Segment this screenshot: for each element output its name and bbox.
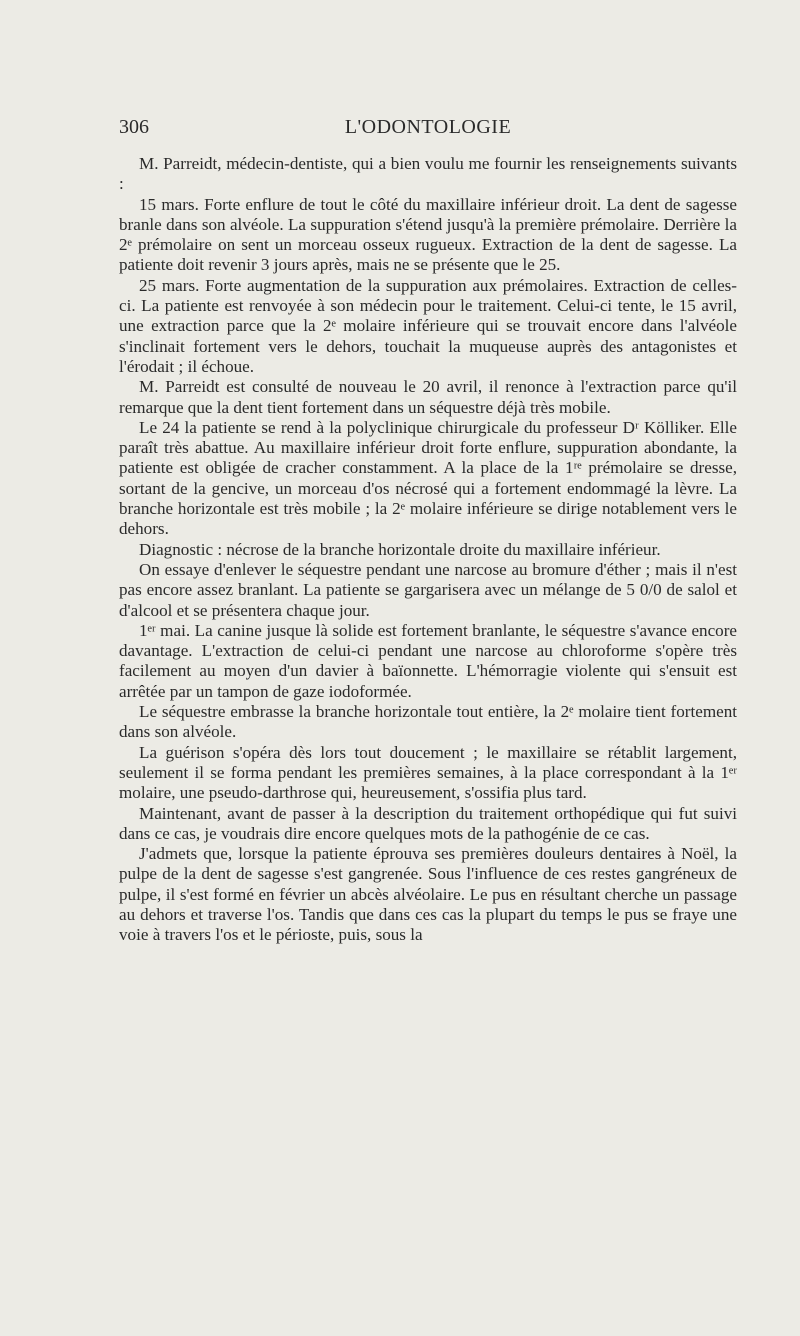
paragraph: Le séquestre embrasse la branche horizontale tout entière, la 2ᵉ molaire tient fortement dans son alvéole. bbox=[119, 702, 737, 742]
paragraph: J'admets que, lorsque la patiente éprouva ses premières douleurs dentaires à Noël, la pulpe de la dent de sagesse s'est gangrenée. Sous l'influence de ces restes gangréneux de pulpe, il s'est formé en février un abcès alvéolaire. Le pus en résultant cherche un passage au dehors et traverse l'os. Tandis que dans ces cas la plupart du temps le pus se fraye une voie à travers l'os et le périoste, puis, sous la bbox=[119, 844, 737, 945]
paragraph: 15 mars. Forte enflure de tout le côté du maxillaire inférieur droit. La dent de sagesse branle dans son alvéole. La suppuration s'étend jusqu'à la première prémolaire. Derrière la 2ᵉ prémolaire on sent un morceau osseux rugueux. Extraction de la dent de sagesse. La patiente doit revenir 3 jours après, mais ne se présente que le 25. bbox=[119, 194, 737, 275]
running-title: L'ODONTOLOGIE bbox=[344, 116, 512, 138]
paragraph: M. Parreidt est consulté de nouveau le 20 avril, il renonce à l'extraction parce qu'il remarque que la dent tient fortement dans un séquestre déjà très mobile. bbox=[119, 377, 737, 417]
paragraph: Diagnostic : nécrose de la branche horizontale droite du maxillaire inférieur. bbox=[139, 539, 661, 559]
paragraph: 1ᵉʳ mai. La canine jusque là solide est fortement branlante, le séquestre s'avance encore davantage. L'extraction de celui-ci pendant une narcose au chloroforme s'opère très facilement au moyen d'un davier à baïonnette. L'hémorragie violente qui s'ensuit est arrêtée par un tampon de gaze iodoformée. bbox=[119, 620, 737, 701]
paragraph: Maintenant, avant de passer à la description du traitement orthopédique qui fut suivi dans ce cas, je voudrais dire encore quelques mots de la pathogénie de ce cas. bbox=[119, 803, 737, 843]
paragraph: On essaye d'enlever le séquestre pendant une narcose au bromure d'éther ; mais il n'est pas encore assez branlant. La patiente se gargarisera avec un mélange de 5 0/0 de salol et d'alcool et se présentera chaque jour. bbox=[119, 559, 737, 620]
body-text bbox=[119, 154, 737, 946]
page-number: 306 bbox=[119, 116, 149, 138]
page-header bbox=[119, 116, 737, 142]
paragraph: M. Parreidt, médecin-dentiste, qui a bien voulu me fournir les renseignements suivants : bbox=[119, 154, 737, 194]
paragraph: 25 mars. Forte augmentation de la suppuration aux prémolaires. Extraction de celles-ci. La patiente est renvoyée à son médecin pour le traitement. Celui-ci tente, le 15 avril, une extraction parce que la 2ᵉ molaire inférieure qui se trouvait encore dans l'alvéole s'inclinait fortement vers le dehors, touchait la muqueuse auprès des antagonistes et l'érodait ; il échoue. bbox=[119, 275, 737, 376]
paragraph: La guérison s'opéra dès lors tout doucement ; le maxillaire se rétablit largement, seulement il se forma pendant les premières semaines, à la place correspondant à la 1ᵉʳ molaire, une pseudo-darthrose qui, heureusement, s'ossifia plus tard. bbox=[119, 742, 737, 803]
paragraph: Le 24 la patiente se rend à la polyclinique chirurgicale du professeur Dʳ Kölliker. Elle paraît très abattue. Au maxillaire inférieur droit forte enflure, suppuration abondante, la patiente est obligée de cracher constamment. A la place de la 1ʳᵉ prémolaire se dresse, sortant de la gencive, un morceau d'os nécrosé qui a fortement endommagé la lèvre. La branche horizontale est très mobile ; la 2ᵉ molaire inférieure se dirige notablement vers le dehors. bbox=[119, 417, 737, 539]
